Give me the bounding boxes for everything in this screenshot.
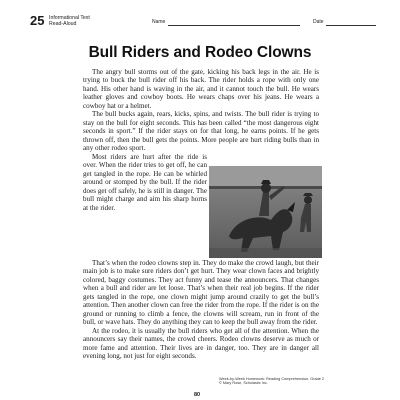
bull-rider-illustration [209,166,322,258]
footer-credit [219,377,324,386]
bull-rider-photo [209,166,322,258]
category-label [49,15,90,27]
category-line-1: Informational Text [49,15,90,21]
date-label: Date [313,19,324,25]
footer-page-number: 80 [194,392,201,398]
article-body-column [83,153,207,212]
paragraph-3: Most riders are hurt after the ride is over. When the rider tries to get off, he can get tangled in the rope. He can be whirled around or stomped by the bull. If the rider does get off safely, he is still in danger. The bull might charge and aim his sharp horns at the rider. [83,153,207,212]
article-intro [83,68,319,153]
category-line-2: Read-Aloud [49,21,77,27]
name-label: Name [152,19,166,25]
page-header [30,14,380,30]
paragraph-4: That’s when the rodeo clowns step in. They do make the crowd laugh, but their main job is to make sure riders don’t get hurt. They wear clown faces and brightly colored, baggy costumes. They act funny and tease the announcers. That changes when a bull and rider are let loose. That’s when their real job begins. If the rider gets tangled in the rope, one clown might jump around crazily to get the bull’s attention. Then another clown can free the rider from the rope. If the rider is on the ground or running to climb a fence, the clowns will scream, run in front of the bull, or wave hats. They do anything they can to keep the bull away from the rider. [83,259,319,327]
footer-credit-line-2: © Mary Rose, Scholastic Inc. [219,381,268,386]
page-title: Bull Riders and Rodeo Clowns [88,44,312,61]
footer-credit-line-1: Week-by-Week Homework: Reading Comprehension, Grade 2 [219,377,324,381]
paragraph-1: The angry bull storms out of the gate, kicking his back legs in the air. He is trying to buck the bull rider off his back. The rider holds a rope with only one hand. His other hand is waving in the air, and it cannot touch the bull. He wears leather gloves and cowboy boots. He wears chaps over his jeans. He wears a cowboy hat or a helmet. [83,68,319,110]
page-number: 25 [30,13,45,28]
date-field-line[interactable] [326,25,376,26]
article-body-lower [83,259,319,360]
paragraph-2: The bull bucks again, rears, kicks, spins, and twists. The bull rider is trying to stay on the bull for eight seconds. This has been called “the most dangerous eight seconds in sport.” If the rider stays on for that long, he earns points. If he gets thrown off, then the bull gets the points. More people are hurt riding bulls than in any other rodeo sport. [83,110,319,153]
paragraph-5: At the rodeo, it is usually the bull riders who get all of the attention. When the announcers say their names, the crowd cheers. Rodeo clowns deserve as much or more fame and attention. Their lives are in danger, too. They are in danger all evening long, not just for eight seconds. [83,326,319,360]
name-field-line[interactable] [168,25,300,26]
